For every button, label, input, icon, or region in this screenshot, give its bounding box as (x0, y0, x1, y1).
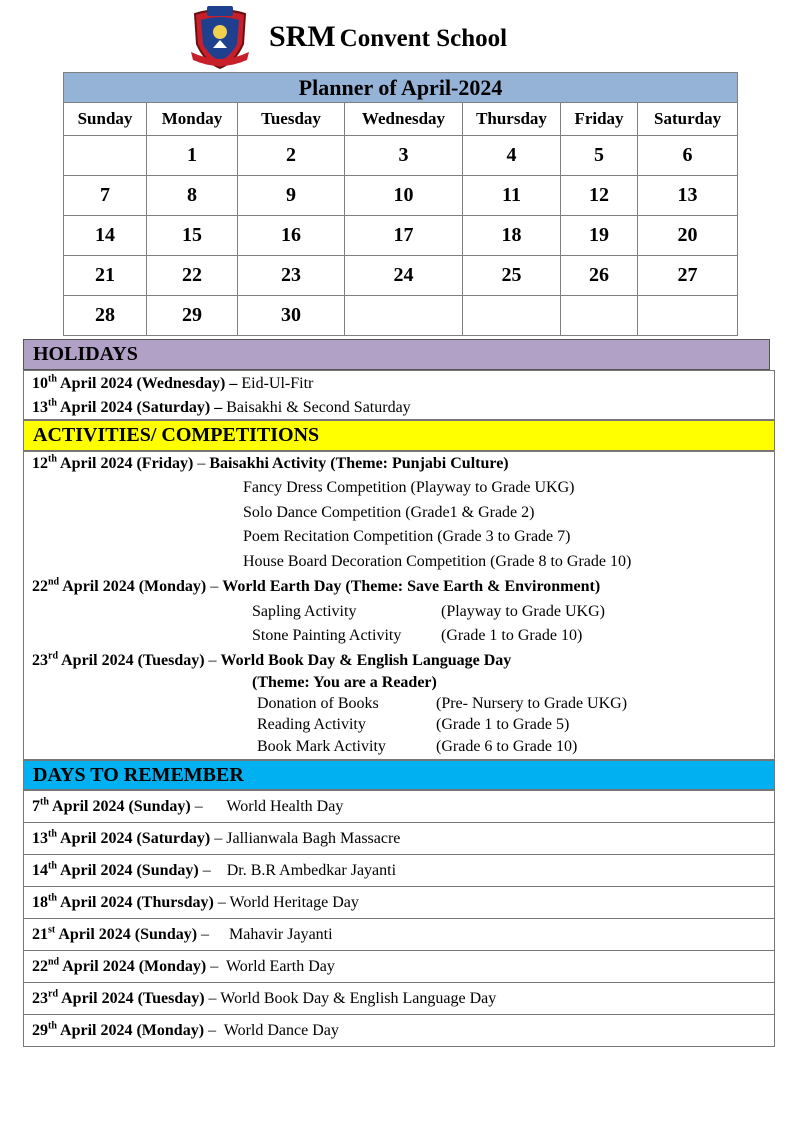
holiday-item: 13th April 2024 (Saturday) – Baisakhi & Second Saturday (32, 397, 411, 416)
remember-row (24, 823, 775, 855)
weekday-header-row (64, 103, 738, 136)
remember-row (24, 919, 775, 951)
calendar-day-cell: 20 (638, 216, 738, 256)
activity-item-grades: (Grade 6 to Grade 10) (436, 738, 578, 755)
calendar-day-cell: 26 (561, 256, 638, 296)
school-logo-icon (185, 4, 255, 70)
remember-row (24, 1015, 775, 1047)
remember-item: 14th April 2024 (Sunday) – Dr. B.R Ambedkar Jayanti (24, 855, 775, 887)
activity-date-line: 12th April 2024 (Friday) – Baisakhi Activity (Theme: Punjabi Culture) (32, 453, 509, 472)
remember-row (24, 887, 775, 919)
remember-item: 29th April 2024 (Monday) – World Dance Day (24, 1015, 775, 1047)
calendar-day-cell (64, 136, 147, 176)
remember-item: 21st April 2024 (Sunday) – Mahavir Jayanti (24, 919, 775, 951)
remember-row (24, 983, 775, 1015)
calendar-day-cell: 23 (238, 256, 345, 296)
calendar-week-row (64, 176, 738, 216)
remember-item: 23rd April 2024 (Tuesday) – World Book Day & English Language Day (24, 983, 775, 1015)
activity-item: Fancy Dress Competition (Playway to Grade UKG) (243, 479, 575, 496)
remember-row (24, 791, 775, 823)
activity-item-name: Stone Painting Activity (252, 627, 402, 644)
calendar-weeks (64, 136, 738, 336)
calendar-day-cell: 16 (238, 216, 345, 256)
weekday-header: Tuesday (238, 103, 345, 136)
calendar-day-cell: 21 (64, 256, 147, 296)
calendar-week-row (64, 296, 738, 336)
calendar-day-cell: 1 (147, 136, 238, 176)
holidays-heading: HOLIDAYS (23, 339, 770, 370)
activity-item-name: Book Mark Activity (257, 738, 386, 755)
calendar-day-cell (345, 296, 463, 336)
weekday-header: Friday (561, 103, 638, 136)
activity-item: House Board Decoration Competition (Grade 8 to Grade 10) (243, 553, 632, 570)
calendar-day-cell: 14 (64, 216, 147, 256)
activity-item-name: Reading Activity (257, 716, 366, 733)
weekday-header: Thursday (463, 103, 561, 136)
activity-item-grades: (Grade 1 to Grade 5) (436, 716, 570, 733)
calendar-day-cell: 4 (463, 136, 561, 176)
calendar-week-row (64, 216, 738, 256)
calendar-day-cell: 10 (345, 176, 463, 216)
calendar-day-cell: 13 (638, 176, 738, 216)
activity-theme: (Theme: You are a Reader) (252, 674, 437, 691)
calendar-week-row (64, 256, 738, 296)
calendar-day-cell: 19 (561, 216, 638, 256)
calendar-day-cell: 29 (147, 296, 238, 336)
calendar-day-cell: 6 (638, 136, 738, 176)
calendar-day-cell: 28 (64, 296, 147, 336)
calendar-day-cell: 18 (463, 216, 561, 256)
page-header (185, 4, 507, 70)
days-to-remember-heading: DAYS TO REMEMBER (23, 760, 775, 790)
activity-item: Solo Dance Competition (Grade1 & Grade 2) (243, 504, 535, 521)
days-to-remember-table (23, 790, 775, 1047)
calendar-day-cell: 2 (238, 136, 345, 176)
activity-item-grades: (Playway to Grade UKG) (441, 603, 605, 620)
calendar-day-cell: 9 (238, 176, 345, 216)
calendar-day-cell: 22 (147, 256, 238, 296)
activity-date-line: 22nd April 2024 (Monday) – World Earth Day (Theme: Save Earth & Environment) (32, 576, 601, 595)
calendar-day-cell: 12 (561, 176, 638, 216)
calendar-title: Planner of April-2024 (64, 73, 738, 103)
calendar-grid (63, 72, 738, 336)
calendar-day-cell: 15 (147, 216, 238, 256)
activity-item-name: Sapling Activity (252, 603, 357, 620)
remember-item: 7th April 2024 (Sunday) – World Health Day (24, 791, 775, 823)
activity-item-grades: (Pre- Nursery to Grade UKG) (436, 695, 628, 712)
calendar-week-row (64, 136, 738, 176)
calendar-day-cell: 5 (561, 136, 638, 176)
activity-item-name: Donation of Books (257, 695, 379, 712)
remember-item: 22nd April 2024 (Monday) – World Earth Day (24, 951, 775, 983)
calendar-day-cell (463, 296, 561, 336)
weekday-header: Saturday (638, 103, 738, 136)
activity-item: Poem Recitation Competition (Grade 3 to Grade 7) (243, 528, 571, 545)
calendar-day-cell: 30 (238, 296, 345, 336)
weekday-header: Monday (147, 103, 238, 136)
remember-item: 18th April 2024 (Thursday) – World Heritage Day (24, 887, 775, 919)
activities-heading: ACTIVITIES/ COMPETITIONS (23, 420, 775, 451)
remember-item: 13th April 2024 (Saturday) – Jallianwala Bagh Massacre (24, 823, 775, 855)
activity-date-line: 23rd April 2024 (Tuesday) – World Book Day & English Language Day (32, 650, 512, 669)
calendar-day-cell: 7 (64, 176, 147, 216)
calendar-day-cell: 8 (147, 176, 238, 216)
holiday-item: 10th April 2024 (Wednesday) – Eid-Ul-Fitr (32, 373, 314, 392)
calendar-day-cell: 17 (345, 216, 463, 256)
activity-item-grades: (Grade 1 to Grade 10) (441, 627, 583, 644)
calendar-day-cell: 24 (345, 256, 463, 296)
calendar-day-cell (561, 296, 638, 336)
calendar-day-cell: 3 (345, 136, 463, 176)
weekday-header: Wednesday (345, 103, 463, 136)
calendar-day-cell: 11 (463, 176, 561, 216)
calendar-day-cell: 27 (638, 256, 738, 296)
calendar-day-cell (638, 296, 738, 336)
school-name: SRM Convent School (269, 20, 508, 53)
activities-list (23, 451, 775, 760)
remember-row (24, 951, 775, 983)
weekday-header: Sunday (64, 103, 147, 136)
holidays-list (23, 370, 775, 420)
remember-row (24, 855, 775, 887)
calendar-day-cell: 25 (463, 256, 561, 296)
